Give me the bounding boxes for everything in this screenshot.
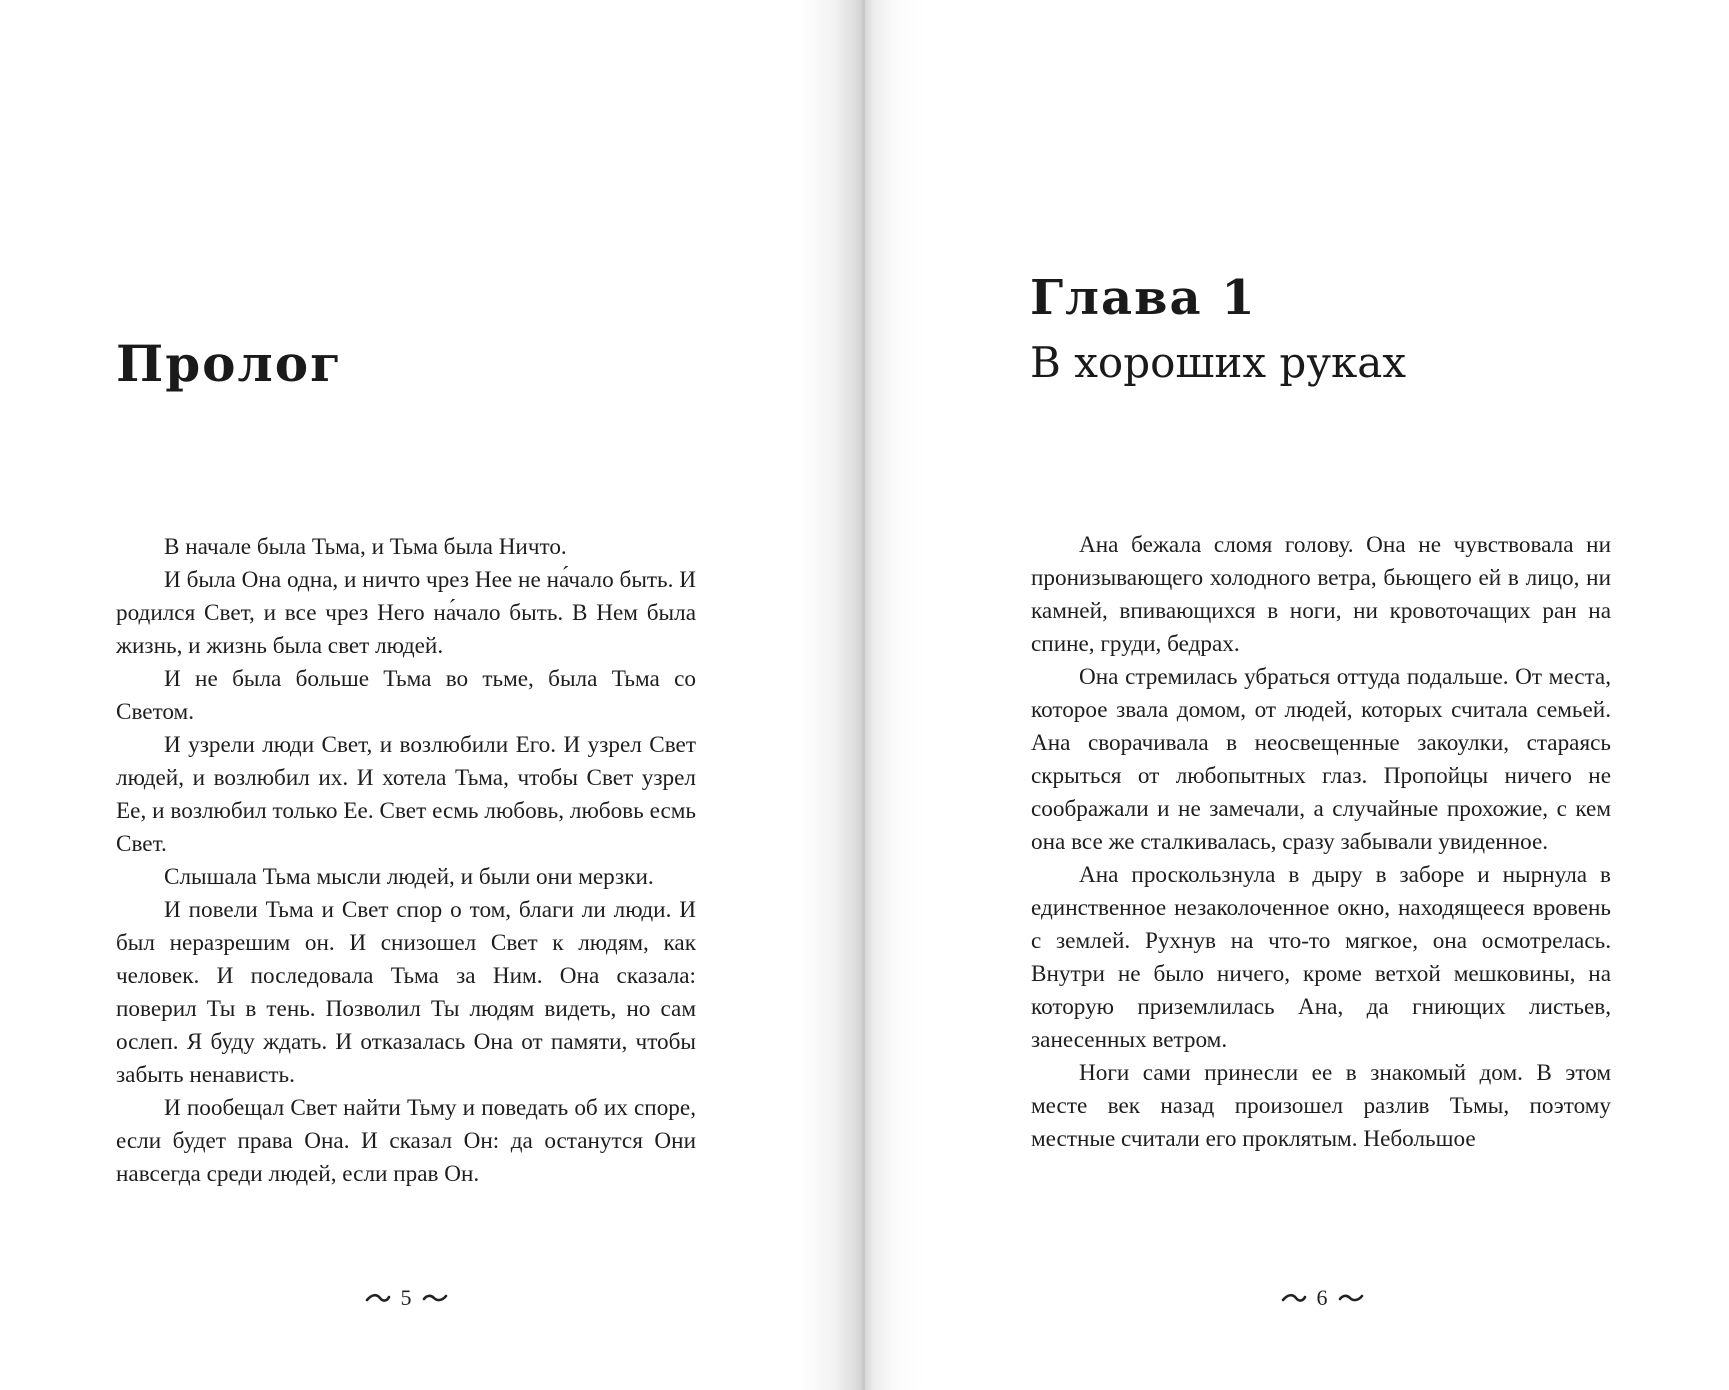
paragraph: И была Она одна, и ничто чрез Нее не на́чало быть. И родился Свет, и все чрез Него на́чало быть. В Нем была жизнь, и жизнь была свет людей.	[116, 567, 696, 659]
chapter-number: Глава 1	[1030, 270, 1257, 326]
swash-ornament-icon	[365, 1292, 391, 1304]
swash-ornament-icon	[1281, 1292, 1307, 1304]
paragraph: Ана бежала сломя голову. Она не чувствовала ни пронизывающего холодного ветра, бьющего ей в лицо, ни камней, впивающихся в ноги, ни кровоточащих ран на спине, груди, бедрах.	[1031, 532, 1611, 657]
paragraph: В начале была Тьма, и Тьма была Ничто.	[164, 534, 567, 560]
prologue-title: Пролог	[116, 334, 343, 393]
swash-ornament-icon	[422, 1292, 448, 1304]
paragraph: И узрели люди Свет, и возлюбили Его. И узрел Свет людей, и возлюбил их. И хотела Тьма, чтобы Свет узрел Ее, и возлюбил только Ее. Свет есмь любовь, любовь есмь Свет.	[116, 732, 696, 857]
paragraph: И повели Тьма и Свет спор о том, благи ли люди. И был неразрешим он. И снизошел Свет к людям, как человек. И последовала Тьма за Ним. Она сказала: поверил Ты в тень. Позволил Ты людям видеть, но сам ослеп. Я буду ждать. И отказалась Она от памяти, чтобы забыть ненависть.	[116, 897, 696, 1088]
page-number-left	[306, 1283, 506, 1311]
page-number: 5	[400, 1284, 412, 1310]
paragraph: Она стремилась убраться оттуда подальше. От места, которое звала домом, от людей, которых считала семьей. Ана сворачивала в неосвещенные закоулки, стараясь скрыться от любопытных глаз. Пропойцы ничего не соображали и не замечали, а случайные прохожие, с кем она все же сталкивалась, сразу забывали увиденное.	[1031, 664, 1611, 855]
paragraph: Слышала Тьма мысли людей, и были они мерзки.	[164, 864, 654, 890]
chapter-text	[1031, 529, 1611, 1156]
page-number-right	[1222, 1283, 1422, 1311]
paragraph: И пообещал Свет найти Тьму и поведать об их споре, если будет права Она. И сказал Он: да останутся Они навсегда среди людей, если прав Он.	[116, 1095, 696, 1187]
book-gutter	[862, 0, 865, 1390]
left-page	[0, 0, 864, 1390]
paragraph: И не была больше Тьма во тьме, была Тьма со Светом.	[116, 666, 696, 725]
page-number: 6	[1316, 1284, 1328, 1310]
paragraph: Ноги сами принесли ее в знакомый дом. В этом месте век назад произошел разлив Тьмы, поэтому местные считали его проклятым. Небольшое	[1031, 1060, 1611, 1152]
paragraph: Ана проскользнула в дыру в заборе и нырнула в единственное незаколоченное окно, находящееся вровень с землей. Рухнув на что-то мягкое, она осмотрелась. Внутри не было ничего, кроме ветхой мешковины, на которую приземлилась Ана, да гниющих листьев, занесенных ветром.	[1031, 862, 1611, 1053]
swash-ornament-icon	[1338, 1292, 1364, 1304]
prologue-text	[116, 531, 696, 1191]
chapter-title: В хороших руках	[1030, 338, 1407, 387]
